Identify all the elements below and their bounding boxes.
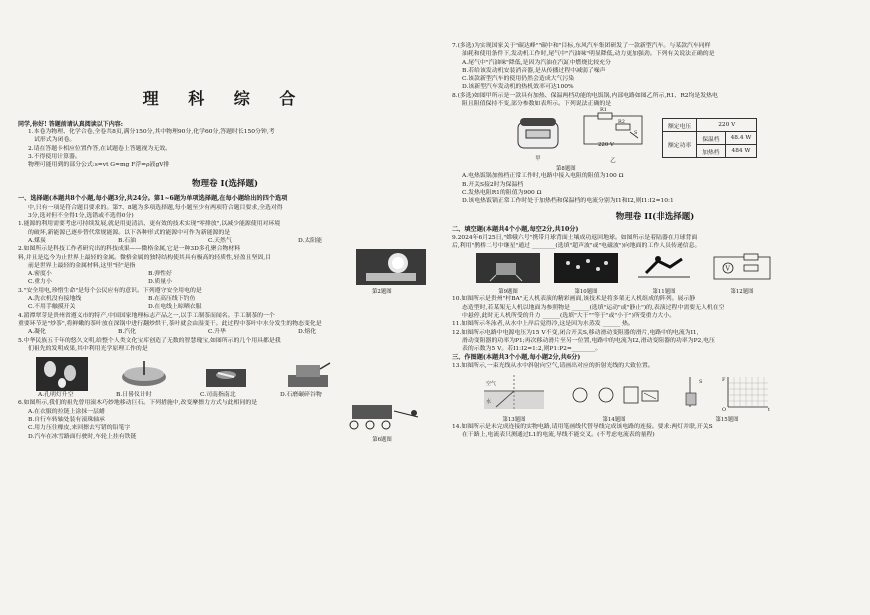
- lunar-lander-icon: [476, 253, 540, 283]
- fig-8-yi: [580, 107, 646, 165]
- water-label: 水: [486, 399, 492, 406]
- question-text: 在干路上,电流表只测通过L1的电流,导线不能交叉。(不考虑电流表的量程): [462, 432, 655, 439]
- question-14: [452, 423, 858, 440]
- figures-9-12: [476, 253, 858, 295]
- refraction-diagram-icon: [482, 373, 546, 411]
- option-a: A.在衣服的拉链上涂抹一层蜡: [28, 408, 105, 415]
- option-d: D.该电热饭锅正常工作时处于加热档和保温档的电流分别为I1和I2,则I1:I2=10:1: [462, 198, 674, 205]
- figure-12-caption: 第12题图: [730, 289, 754, 296]
- fill-section-header: 二、填空题(本题共4个小题,每空2分,共10分): [452, 225, 579, 233]
- section-intro: 3分,选对但不全得1分,选错或不选得0分): [28, 213, 134, 220]
- section-title: 物理卷 I(选择题): [192, 179, 258, 190]
- figure-13-caption: 第13题图: [502, 417, 526, 424]
- question-text: 3."安全用电,珍惜生命"是每个公民应有的意识。下列遵守安全用电的是: [18, 287, 202, 294]
- figure-10-caption: 第10题图: [574, 289, 598, 296]
- options: [18, 295, 432, 303]
- question-text: 的破坏,新能源已逐步替代常规能源。以下各种形式的能源中可作为新能源的是: [28, 229, 231, 236]
- option-a: A.凝化: [28, 329, 46, 336]
- option-c: C.重力小: [28, 279, 52, 286]
- option-d: D.在电线上晾晒衣服: [148, 304, 202, 311]
- option-c: C.天然气: [208, 237, 232, 244]
- rated-voltage-value: 220 V: [697, 119, 757, 132]
- option-d: D.熔化: [298, 329, 317, 336]
- figure-6-caption: 第6题图: [372, 437, 392, 444]
- question-text: 阻且阻值保持不变,部分参数如表所示。下列说法正确的是: [462, 101, 612, 108]
- option-a: A.电热饭锅加热档正常工作时,电路中接入电阻的阻值为100 Ω: [462, 173, 624, 180]
- dandelion-on-metal-icon: [356, 249, 426, 285]
- figures-13-15: [482, 373, 858, 423]
- option-b: B.在高压线下钓鱼: [148, 296, 196, 303]
- warm-power: 48.4 W: [725, 132, 757, 145]
- question-text: 前是世界上最轻的金属材料,这里"轻"是指: [28, 262, 136, 269]
- section-intro: 中,只有一项是符合题目要求的。第7、8题为多项选择题,每小题至少有两项符合题目要求,全选对得: [28, 204, 283, 211]
- question-text: 们祖先的发明成果,其中利用光学原理工作的是: [28, 345, 148, 352]
- section-2-title: 物理卷 II(非选择题): [615, 211, 695, 222]
- notice-item: 1.本卷为物理、化学合卷,全卷共8页,满分150分,其中物理90分,化学60分,答题时长150分钟,考: [28, 129, 275, 135]
- figure-10: [554, 253, 618, 295]
- option-c: C.升华: [208, 329, 226, 336]
- question-text: 料,并且是迄今为止世界上最轻的金属。微格金属的独特结构使其具有极高的轻质性,轻盈且坚固,目: [18, 254, 272, 261]
- figure-13: [482, 373, 546, 423]
- question-text: 7.(多选)为实现国家关于"碳达峰""碳中和"目标,东风汽车集团研发了一款新型汽车。与某款汽车同样: [452, 43, 711, 49]
- question-text: 1.能源的利用需要考虑可持续发展,就是用更清洁、更有效的技术实现"零排放",以减少能源使用对环境: [18, 221, 281, 228]
- options: [18, 237, 432, 245]
- option-d: D.汽车在冰雪路面行驶时,车轮上挂有铁链: [28, 433, 137, 440]
- options: [38, 391, 432, 399]
- figure-11-caption: 第11题图: [652, 289, 676, 296]
- notice-item: 3.不得使用计算器。: [28, 153, 81, 160]
- fig-8-label-yi: 乙: [610, 158, 616, 165]
- option-b: B.石油: [118, 237, 136, 244]
- option-b: B.日晷仪计时: [116, 392, 152, 399]
- figure-14-caption: 第14题图: [602, 417, 626, 424]
- figure-15: [682, 373, 772, 423]
- question-4: [18, 312, 432, 337]
- question-text: 滑动变阻器的功率为P1;再次移动滑片至另一位置,电路中的电流为I2,滑动变阻器的功率为P2,电压: [462, 337, 715, 344]
- option-a: A.孔明灯升空: [38, 392, 74, 399]
- question-5: [18, 337, 432, 400]
- fig-8-voltage: 220 V: [598, 142, 614, 149]
- formula-line: 物理可能用到的部分公式:s=vt G=mg F浮=ρ液gV排: [28, 162, 170, 169]
- svg-text:S: S: [634, 130, 638, 137]
- fig-8-label-jia: 甲: [535, 156, 541, 163]
- question-text: 12.如图所示电路中电源电压为15 V不变,闭合开关S,移动滑动变阻器的滑片,电路中的电流为I1,: [452, 329, 699, 336]
- rolling-logs-icon: [342, 403, 422, 431]
- fig15-t-label: t: [768, 407, 771, 414]
- figure-15-caption: 第15题图: [715, 417, 739, 424]
- left-column: [18, 0, 432, 615]
- millstone-icon: [282, 357, 334, 391]
- question-8: [452, 92, 858, 206]
- question-1: [18, 220, 432, 245]
- option-a: A.密度小: [28, 271, 52, 278]
- option-a: A.尾气中"汽油味"降低,是因为汽油在汽缸中燃烧比较充分: [462, 59, 611, 66]
- question-text: 油耗和使用条件下,发动机工作时,尾气中"汽油味"明显降低,动力更加强劲。下列有关说法正确的是: [462, 51, 715, 58]
- option-a: A.煤炭: [28, 237, 46, 244]
- question-text: 重要环节是"炒茶",将鲜嫩的茶叶放在深锅中进行翻炒烘干,茶叶就会由湿变干。此过程中茶叶中水分发生的物态变化是: [18, 320, 322, 327]
- circuit-voltmeter-icon: [710, 253, 774, 283]
- option-c: C.不用手触摸开关: [28, 304, 76, 311]
- svg-text:R2: R2: [618, 119, 625, 126]
- question-9: [452, 234, 858, 251]
- options: [18, 328, 432, 336]
- question-text: 10.如图所示是贵州"村BA"无人机表演的精彩画面,该技术是将多架无人机组成的阵列。展示静: [452, 296, 696, 303]
- option-d: D.质量小: [148, 279, 173, 286]
- rice-cooker-icon: [512, 114, 564, 150]
- draw-section-header: 三、作图题(本题共3个小题,每小题2分,共6分): [452, 353, 581, 361]
- question-text: 后,利用"鹊桥二号中继星"通过 ________(选填"超声波"或"电磁波")向地面的工作人员传递信息。: [452, 243, 701, 250]
- question-text: 11.如图所示冬泳者,从水中上岸后觉得冷,这是因为水蒸发 ______ 热。: [452, 321, 634, 328]
- question-text: 14.如图所示是未完成连接的实物电路,请用笔画线代替导线完成该电路的连接。要求:两灯并联,开关S: [452, 424, 713, 431]
- question-12: [452, 329, 858, 354]
- figure-14: [566, 373, 662, 423]
- heat-label: 加热档: [697, 145, 725, 158]
- question-text: 9.2024年6月25日,"嫦娥六号"携带月球背面土壤成功返回地球。如图所示是着陆器在月球背面: [452, 234, 698, 241]
- figure-9-caption: 第9题图: [498, 289, 518, 296]
- spring-graph-icon: [682, 373, 772, 414]
- question-6: [18, 399, 432, 444]
- question-text: 5.中华民族五千年的悠久文明,给整个人类文化宝库创造了无数的智慧瑰宝,如图所示的几个用具都是我: [18, 337, 281, 344]
- figure-9: [476, 253, 540, 295]
- fig-8-jia: [512, 114, 564, 162]
- rated-power-label: 额定功率: [663, 132, 697, 158]
- fig15-o-label: O: [722, 407, 727, 414]
- question-10: [452, 295, 858, 320]
- air-label: 空气: [486, 381, 497, 388]
- right-column: [452, 0, 858, 615]
- question-text: 表的示数为5 V。若I1:I2=1:2,则P1:P2=________。: [462, 346, 602, 353]
- question-7: [452, 42, 858, 92]
- question-text: 6.如图所示,我们的祖先曾用滚木巧妙地移动巨石。下列措施中,改变摩擦力方式与此相同的是: [18, 400, 258, 407]
- option-b: B.若给该发动机安装消音器,是从传播过程中减弱了噪声: [462, 67, 606, 74]
- question-text: 13.如图所示,一束光线从水中斜射向空气,请画出对应的折射光线的大致位置。: [452, 362, 654, 369]
- option-d: D.石磨碾碎谷物: [280, 392, 322, 399]
- section-intro: 一、选择题(本题共8个小题,每小题3分,共24分。第1~6题为单项选择题,在每小题给出的四个选项: [18, 195, 288, 203]
- drone-show-icon: [554, 253, 618, 283]
- option-b: B.弹性好: [148, 271, 172, 278]
- lantern-icon: [36, 357, 88, 391]
- warm-label: 保温档: [697, 132, 725, 145]
- question-3: [18, 287, 432, 312]
- notice-header: 同学,你好! 答题前请认真阅读以下内容:: [18, 121, 124, 128]
- option-c: C.用力压住橡皮,来回擦去写错的铅笔字: [28, 425, 131, 432]
- fig15-f-label: F: [722, 377, 726, 384]
- question-text: 4.湄潭翠芽是贵州省遵义市的特产,中国国家地理标志产品之一,以手工制茶而闻名。手工制茶的一个: [18, 312, 275, 319]
- question-13: [452, 362, 858, 370]
- compass-sinan-icon: [200, 357, 252, 391]
- spec-table: [662, 118, 757, 158]
- page-title: 理 科 综 合: [142, 89, 308, 108]
- q5-figures: [36, 357, 432, 391]
- option-c: C.司南指南北: [200, 392, 236, 399]
- question-11: [452, 320, 858, 328]
- options: [18, 303, 432, 311]
- figure-12: [710, 253, 774, 295]
- option-c: C.发热电阻R1的阻值为900 Ω: [462, 189, 542, 196]
- rated-voltage-label: 额定电压: [663, 119, 697, 132]
- fig15-s-label: S: [699, 379, 703, 386]
- figure-2-photo: [356, 249, 426, 296]
- question-text: 2.如图所示是科技工作者研究出的科技成果——微格金属,它是一种3D多孔聚合物材料: [18, 246, 241, 253]
- figure-11: [632, 253, 696, 295]
- sundial-icon: [118, 357, 170, 391]
- option-d: D.太阳能: [298, 237, 323, 244]
- figure-8-caption: 第8题图: [556, 166, 576, 173]
- figure-2-caption: 第2题图: [372, 289, 392, 296]
- heat-power: 484 W: [725, 145, 757, 158]
- option-a: A.洗衣机没有接地线: [28, 296, 82, 303]
- option-d: D.该新型汽车发动机的热机效率可达100%: [462, 84, 574, 91]
- question-text: 中悬停,此时无人机所受的升力 ______(选填"大于""等于"或"小于")所受重力大小。: [462, 313, 676, 320]
- notice-item: 2.请在答题卡相应位置作答,在试题卷上答题视为无效。: [28, 145, 171, 152]
- question-text: 态造型时,若某架无人机以地面为参照物是 ______(选填"运动"或"静止")的,表演过程中需要无人机在空: [462, 304, 725, 311]
- circuit-components-icon: [566, 373, 662, 411]
- option-b: B.开关S接2时为保温档: [462, 181, 524, 188]
- option-b: B.自行车转轴处装有滚珠轴承: [28, 417, 105, 424]
- notice-item: 试形式为闭卷。: [34, 137, 76, 144]
- svg-text:R1: R1: [600, 107, 607, 114]
- option-b: B.汽化: [118, 329, 136, 336]
- figure-6: [342, 403, 422, 443]
- option-c: C.该款新型汽车的使用仍然会造成大气污染: [462, 76, 575, 83]
- winter-swimmer-icon: [632, 253, 696, 283]
- notice-list: [18, 128, 432, 169]
- svg-text:V: V: [725, 265, 730, 273]
- figure-8: [512, 107, 858, 165]
- question-text: 8.(多选)如图甲所示是一款具有加热、保温两档功能的电饭锅,内部电路如图乙所示,R1、R2均是发热电: [452, 92, 718, 99]
